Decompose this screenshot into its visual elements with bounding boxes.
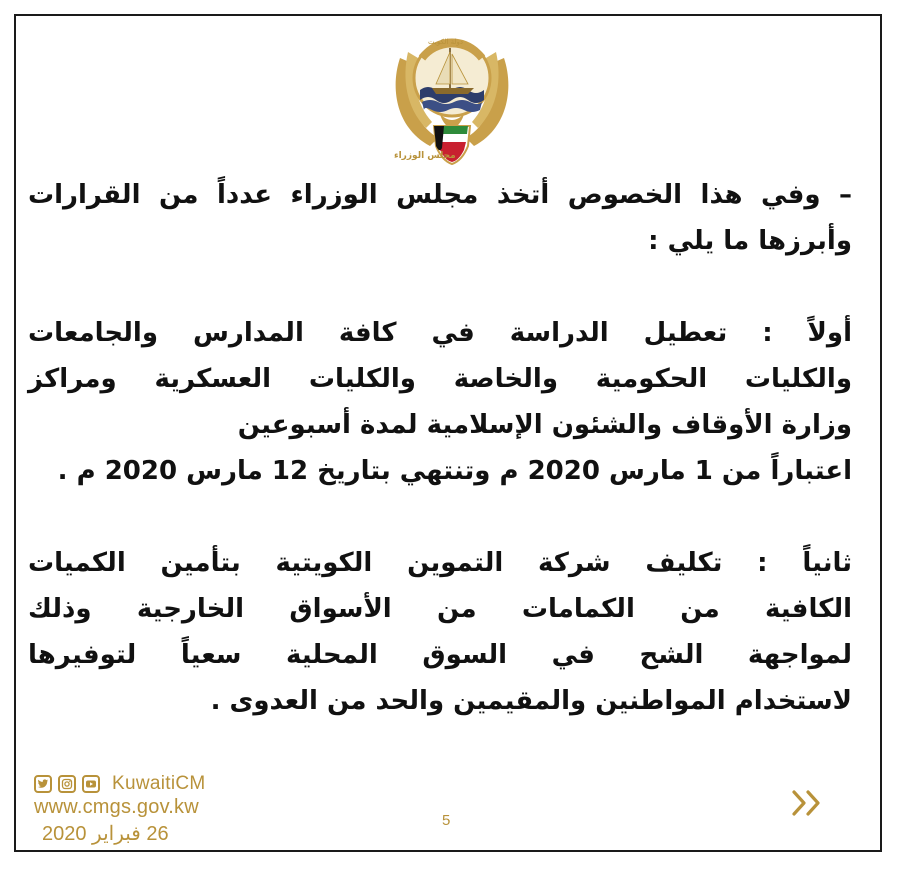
first-line-1: أولاً : تعطيل الدراسة في كافة المدارس والجامعات [28, 318, 852, 348]
social-row [34, 772, 234, 796]
emblem-top-text: دولة الكويت [428, 38, 463, 46]
first-line-3: وزارة الأوقاف والشئون الإسلامية لمدة أسبوعين [237, 410, 852, 440]
social-handle[interactable]: KuwaitiCM [112, 773, 206, 794]
second-line-1: ثانياً : تكليف شركة التموين الكويتية بتأمين الكميات [28, 548, 852, 578]
second-line-4: لاستخدام المواطنين والمقيمين والحد من العدوى . [210, 686, 852, 716]
first-line-2: والكليات الحكومية والخاصة والكليات العسكرية ومراكز [28, 364, 852, 394]
website-link[interactable]: www.cmgs.gov.kw [34, 796, 199, 818]
intro-paragraph [28, 172, 852, 264]
council-of-ministers-emblem [382, 18, 522, 168]
second-decision-paragraph [28, 540, 852, 724]
youtube-icon[interactable] [82, 775, 100, 793]
first-decision-paragraph [28, 310, 852, 494]
instagram-icon[interactable] [58, 775, 76, 793]
next-page-arrows-icon[interactable] [790, 788, 830, 818]
emblem-bottom-text: مجلس الوزراء [394, 151, 456, 161]
page-number: 5 [442, 812, 451, 829]
first-line-4: اعتباراً من 1 مارس 2020 م وتنتهي بتاريخ 12 مارس 2020 م . [57, 456, 852, 486]
intro-line-1: – وفي هذا الخصوص أتخذ مجلس الوزراء عدداً من القرارات [28, 180, 852, 210]
twitter-icon[interactable] [34, 775, 52, 793]
footer-contact [34, 772, 234, 846]
intro-line-2: وأبرزها ما يلي : [648, 226, 852, 256]
second-line-2: الكافية من الكمامات من الأسواق الخارجية وذلك [28, 594, 852, 624]
document-body [28, 172, 852, 724]
second-line-3: لمواجهة الشح في السوق المحلية سعياً لتوفيرها [28, 640, 852, 670]
publication-date: 26 فبراير 2020 [42, 823, 169, 845]
